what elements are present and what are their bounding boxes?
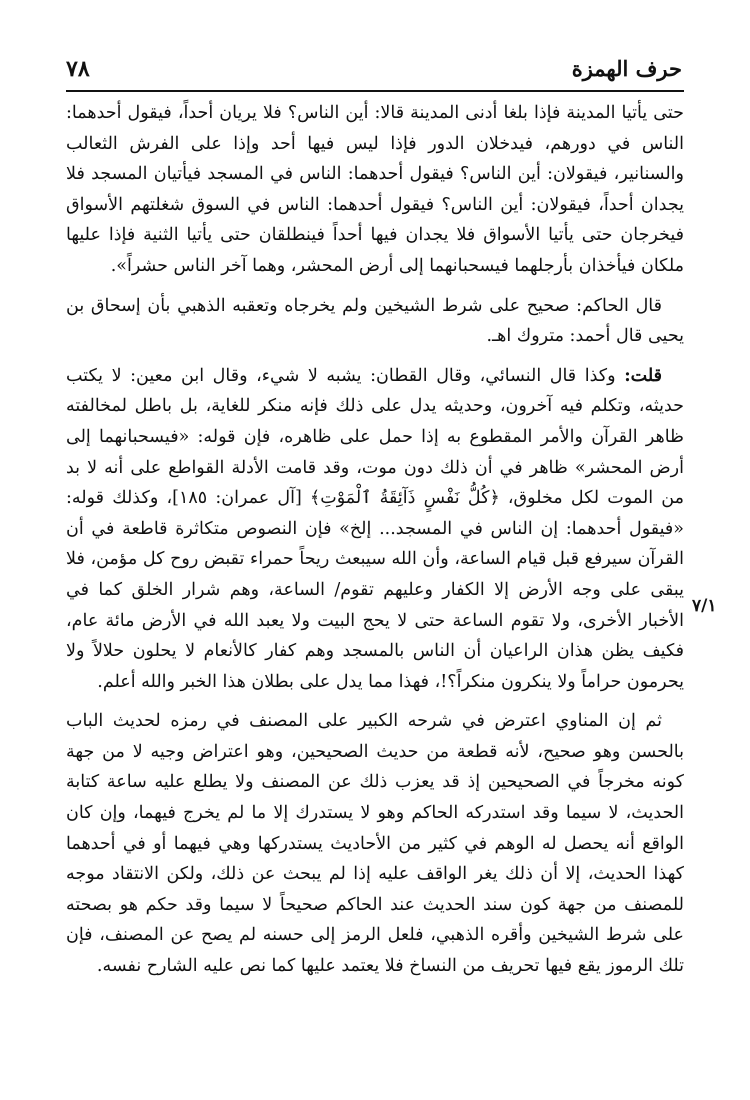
paragraph-author-comment-text: وكذا قال النسائي، وقال القطان: يشبه لا شيء، وقال ابن معين: لا يكتب حديثه، وتكلم فيه آخرون، وحديثه يدل على ذلك فإنه منكر للغاية، بل باطل لمخالفته ظاهر القرآن والأمر المقطوع به إذا حمل على ظاهره، فإن قوله: «فيسحبانهما إلى أرض المحشر» ظاهر في أن ذلك دون موت، وقد قامت الأدلة القواطع على أنه لا بد من الموت لكل مخلوق، ﴿كُلُّ نَفْسٍ ذَآئِقَةُ ٱلْمَوْتِ﴾ [آل عمران: ١٨٥]، وكذلك قوله: «فيقول أحدهما: إن الناس في المسجد... إلخ» فإن النصوص متكاثرة قاطعة في أن القرآن سيرفع قبل قيام الساعة، وأن الله سيبعث ريحاً حمراء تقبض روح كل مؤمن، فلا يبقى على وجه الأرض إلا الكفار وعليهم تقوم/ الساعة، وهم شرار الخلق كما في الأخبار الأخرى، ولا تقوم الساعة حتى لا يحج البيت ولا يعبد الله في الأرض مائة عام، فكيف يظن هذان الراعيان أن الناس بالمسجد وهم كفار كالأنعام لا يحلون حلالاً ولا يحرمون حراماً ولا ينكرون منكراً؟!، فهذا مما يدل على بطلان هذا الخبر والله أعلم. — [66, 365, 684, 692]
paragraph-author-comment — [66, 361, 684, 698]
margin-folio-marker: ٧/١ — [692, 596, 717, 616]
paragraph-hakim-ruling: قال الحاكم: صحيح على شرط الشيخين ولم يخرجاه وتعقبه الذهبي بأن إسحاق بن يحيى قال أحمد: متروك اهـ. — [66, 295, 684, 347]
page-number: ٧٨ — [66, 56, 90, 82]
body-text — [66, 98, 684, 991]
qultu-lead: قلت: — [624, 365, 662, 386]
chapter-title: حرف الهمزة — [571, 56, 682, 81]
paragraph-munawi-objection: ثم إن المناوي اعترض في شرحه الكبير على المصنف في رمزه لحديث الباب بالحسن وهو صحيح، لأنه قطعة من حديث الصحيحين، وهو اعتراض وجيه لا من جهة كونه مخرجاً في الصحيحين إذ قد يعزب ذلك عن المصنف ولا يطلع عليه ساعة كتابة الحديث، لا سيما وقد استدركه الحاكم وهو لا يستدرك إلا ما لم يخرج فيهما، وإن كان الواقع أنه يحصل له الوهم في كثير من الأحاديث يستدركها وهي فيهما أو في أحدهما كهذا الحديث، إلا أن ذلك يغر الواقف عليه إذا لم يبحث عن ذلك، ولكن الانتقاد موجه للمصنف من جهة كون سند الحديث عند الحاكم صحيحاً لا سيما وقد حكم هو بصحته على شرط الشيخين وأقره الذهبي، فلعل الرمز إلى حسنه لم يصح عن المصنف، فإن تلك الرموز يقع فيها تحريف من النساخ فلا يعتمد عليها كما نص عليه الشارح نفسه. — [66, 711, 684, 977]
paragraph-hadith-continuation: حتى يأتيا المدينة فإذا بلغا أدنى المدينة قالا: أين الناس؟ فلا يريان أحداً، فيقول أحدهما: الناس في دورهم، فيدخلان الدور فإذا ليس فيها أحد وإذا على الفرش الثعالب والسنانير، فيقولان: أين الناس؟ فيقول أحدهما: الناس في المسجد فيأتيان المسجد فلا يجدان أحداً، فيقولان: أين الناس؟ فيقول أحدهما: الناس في السوق شغلتهم الأسواق فيخرجان حتى يأتيا الأسواق فلا يجدان فيها أحداً فينطلقان حتى يأتيا الثنية فإذا عليها ملكان فيأخذان بأرجلهما فيسحبانهما إلى أرض المحشر، وهما آخر الناس حشراً». — [66, 103, 684, 276]
running-header — [66, 50, 682, 90]
header-divider — [66, 90, 684, 92]
